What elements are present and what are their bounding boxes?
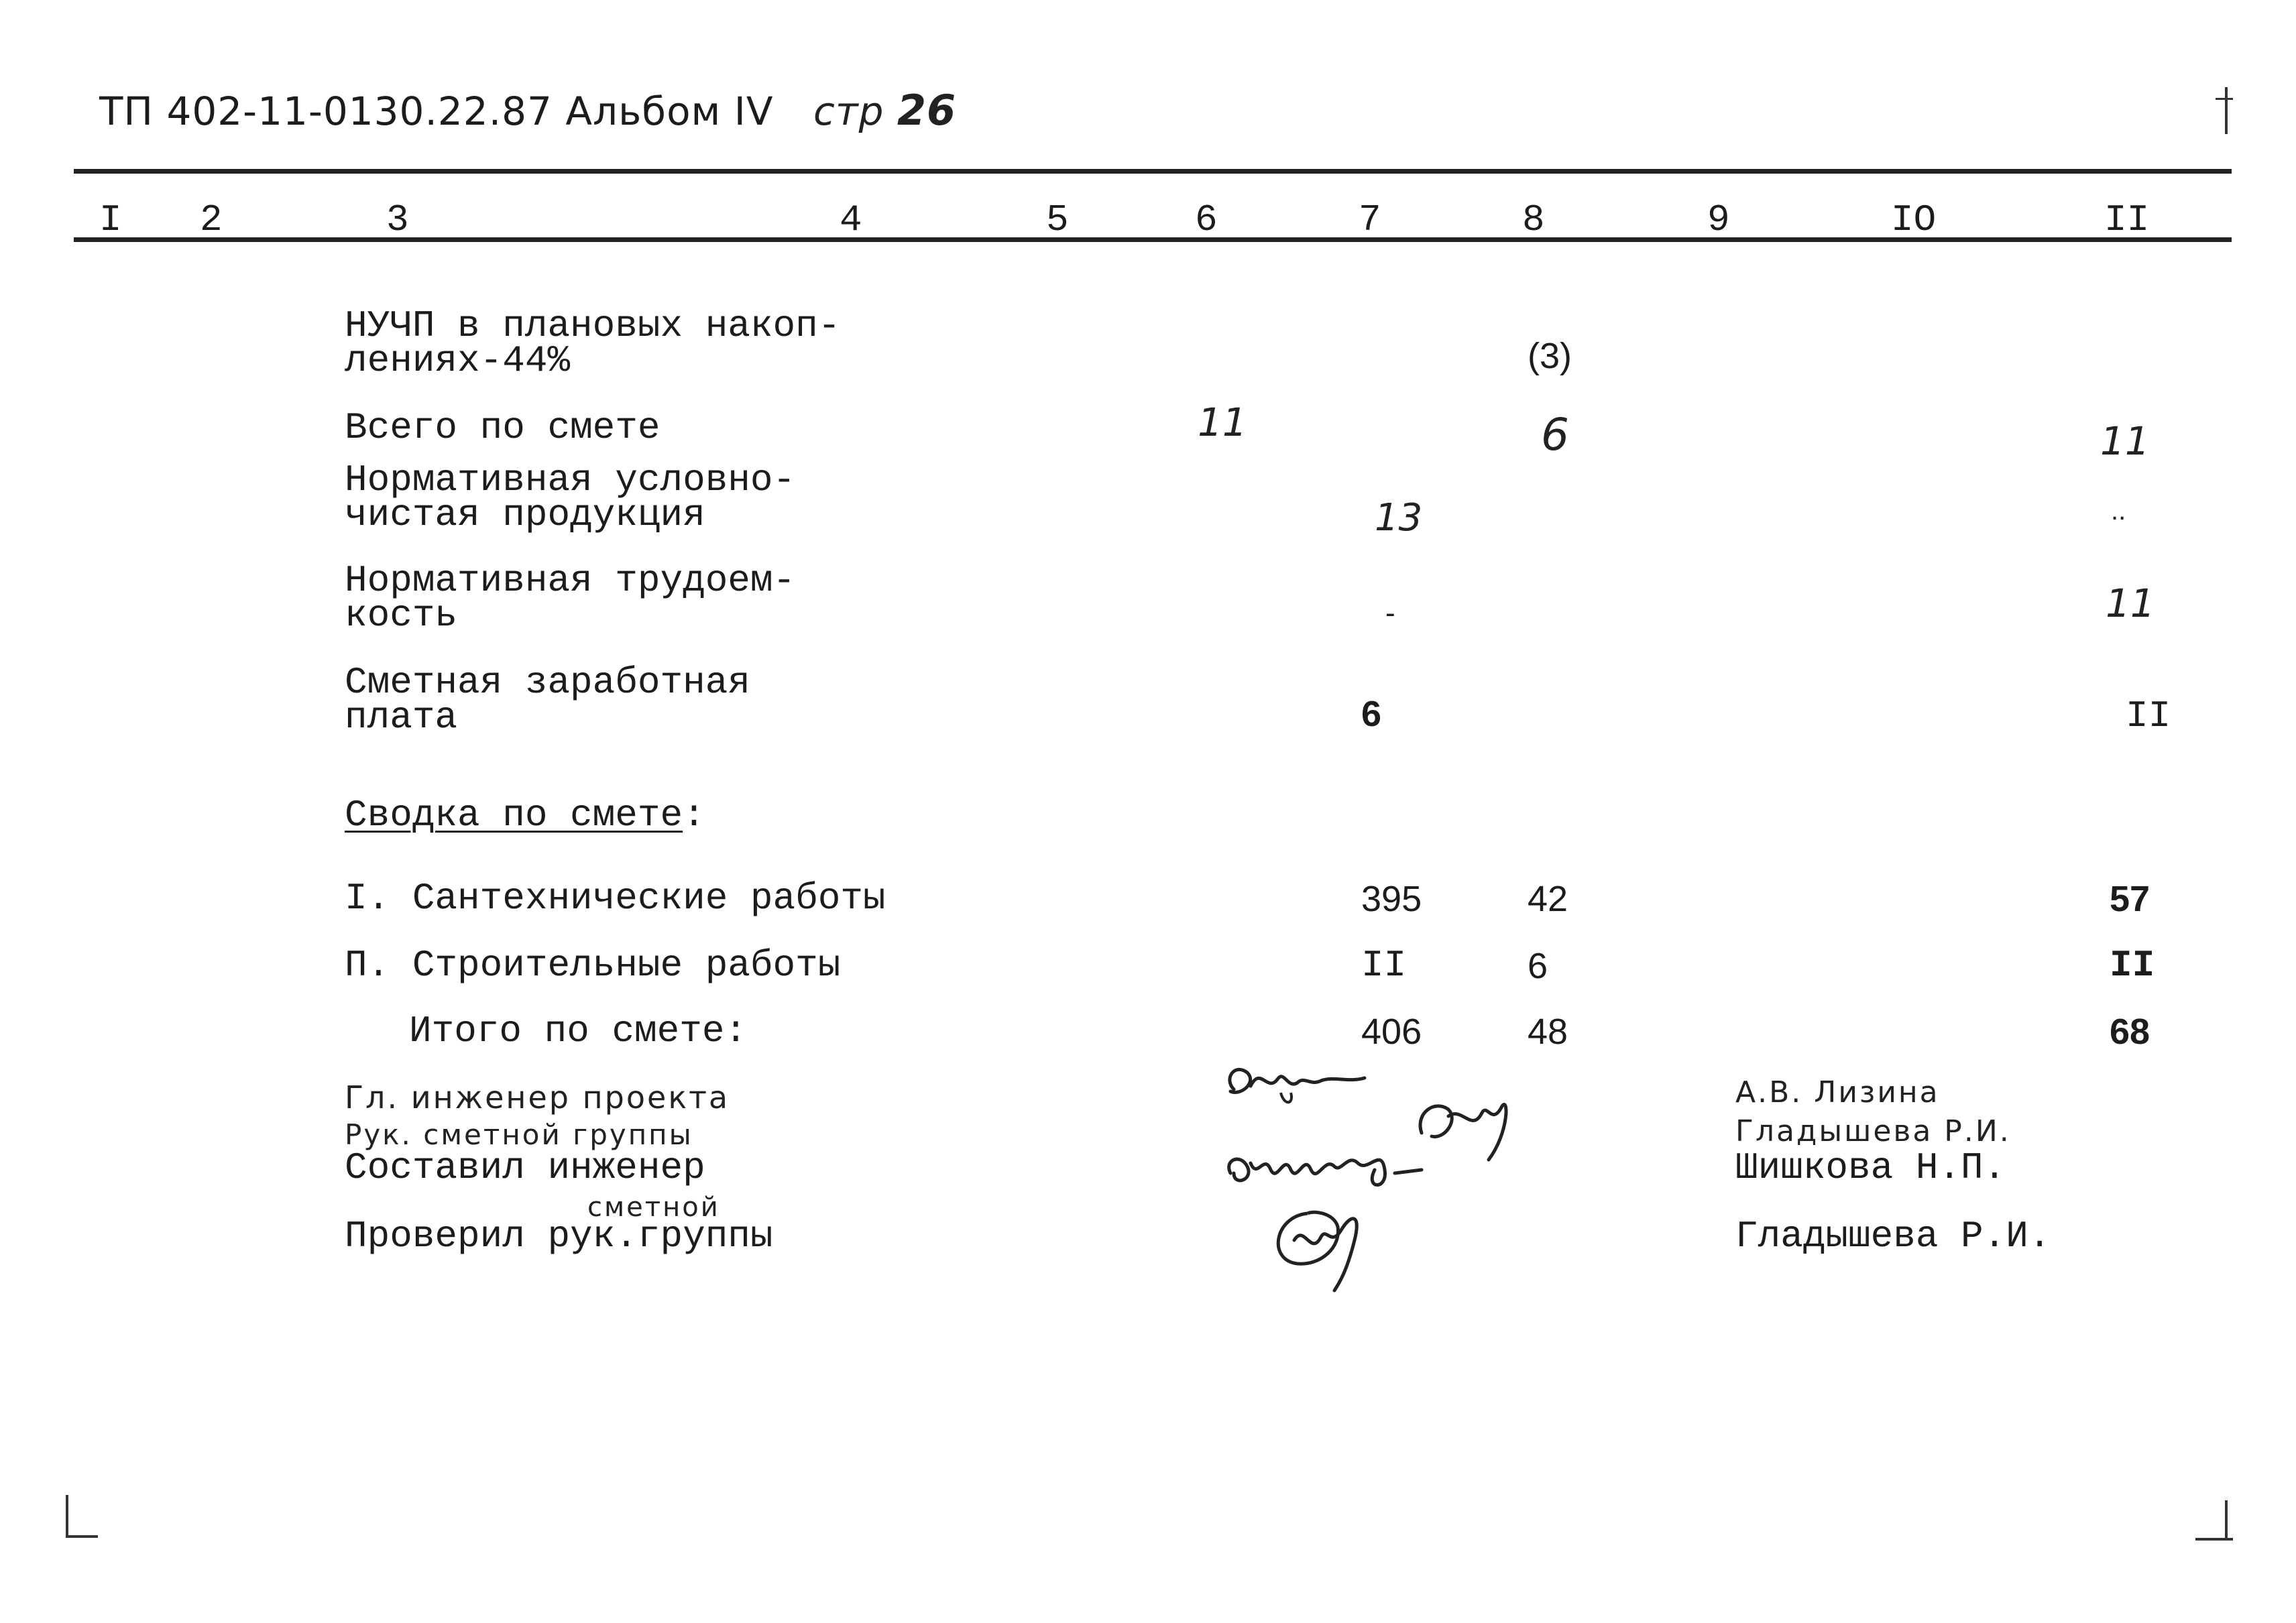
corner-mark-bottom-right-h — [2195, 1538, 2233, 1541]
row-labor-col11: 11 — [2106, 581, 2155, 626]
row-labor-col7: - — [1385, 597, 1395, 629]
row-wage-label — [345, 661, 750, 739]
summary-item-1-col8: 42 — [1528, 879, 1568, 919]
row-total-col6: 11 — [1198, 400, 1247, 445]
row-nucp-label — [345, 459, 796, 536]
corner-mark-bottom-left — [66, 1495, 68, 1537]
col-5: 5 — [1046, 198, 1069, 241]
row-nuchp-line2: лениях-44% — [345, 339, 571, 382]
row-total-col8: 6 — [1541, 409, 1569, 461]
summary-item-1-label: I. Сантехнические работы — [345, 877, 886, 920]
row-total-label: Всего по смете — [345, 406, 661, 449]
col-7: 7 — [1359, 198, 1381, 241]
role-chief-engineer: Гл. инженер проекта — [345, 1079, 730, 1116]
corner-mark-top-right-tick — [2216, 98, 2233, 100]
summary-total-col7: 406 — [1361, 1012, 1422, 1052]
col-4: 4 — [840, 198, 862, 241]
row-nuchp-label — [345, 304, 841, 382]
row-labor-line2: кость — [345, 594, 458, 637]
row-labor-line1: Нормативная трудоем- — [345, 559, 796, 602]
role-checked-note: сметной — [587, 1192, 720, 1223]
col-8: 8 — [1522, 198, 1545, 241]
summary-item-2-col11: II — [2110, 944, 2155, 987]
header-rule-top — [74, 169, 2232, 174]
name-lizina: А.В. Лизина — [1735, 1075, 1940, 1109]
page-number: 26 — [897, 86, 957, 135]
summary-title-colon: : — [683, 794, 705, 837]
page-label: стр — [813, 88, 884, 134]
row-wage-col7: 6 — [1361, 694, 1382, 734]
summary-item-2-label: П. Строительные работы — [345, 944, 841, 987]
row-nuchp-line1: НУЧП в плановых накоп- — [345, 304, 841, 347]
signature-gladysheva-2 — [1267, 1200, 1408, 1294]
signature-lizina — [1220, 1053, 1381, 1113]
col-3: 3 — [386, 198, 409, 241]
row-total-col11: 11 — [2100, 418, 2150, 464]
col-11: II — [2104, 198, 2150, 241]
col-6: 6 — [1195, 198, 1218, 241]
summary-title-text: Сводка по смете — [345, 794, 683, 837]
role-estimate-group-head: Рук. сметной группы — [345, 1118, 693, 1151]
row-nucp-line2: чистая продукция — [345, 493, 705, 536]
summary-total-col8: 48 — [1528, 1012, 1568, 1052]
row-wage-col11: II — [2126, 695, 2171, 737]
row-nucp-col11: .. — [2111, 496, 2126, 526]
row-wage-line1: Сметная заработная — [345, 661, 750, 704]
corner-mark-bottom-right — [2225, 1500, 2228, 1539]
col-2: 2 — [200, 198, 223, 241]
name-gladysheva-1: Гладышева Р.И. — [1735, 1114, 2011, 1148]
summary-item-2-col8: 6 — [1528, 946, 1548, 986]
corner-mark-top-right — [2225, 87, 2228, 134]
document-code-text: ТП 402-11-0130.22.87 Альбом IV — [99, 88, 774, 134]
document-code — [99, 86, 956, 135]
summary-item-2-col7: II — [1361, 944, 1407, 987]
col-9: 9 — [1707, 198, 1730, 241]
col-1: I — [99, 198, 122, 241]
summary-total-col11: 68 — [2110, 1012, 2150, 1052]
row-labor-label — [345, 559, 796, 637]
row-nucp-line1: Нормативная условно- — [345, 459, 796, 501]
role-checked-by: Проверил рук.группы — [345, 1215, 773, 1258]
role-compiled-by: Составил инженер — [345, 1146, 705, 1189]
summary-item-1-col11: 57 — [2110, 879, 2150, 919]
corner-mark-bottom-left-h — [66, 1535, 98, 1538]
summary-item-1-col7: 395 — [1361, 879, 1422, 919]
summary-total-label: Итого по смете: — [409, 1010, 748, 1053]
row-wage-line2: плата — [345, 696, 458, 739]
summary-title — [345, 794, 705, 837]
col-10: IO — [1891, 198, 1937, 241]
signature-shishkova — [1220, 1133, 1502, 1200]
row-nuchp-col8: (3) — [1528, 336, 1572, 376]
name-gladysheva-2: Гладышева Р.И. — [1735, 1215, 2051, 1258]
row-nucp-col7: 13 — [1375, 496, 1423, 540]
name-shishkova: Шишкова Н.П. — [1735, 1146, 2006, 1189]
